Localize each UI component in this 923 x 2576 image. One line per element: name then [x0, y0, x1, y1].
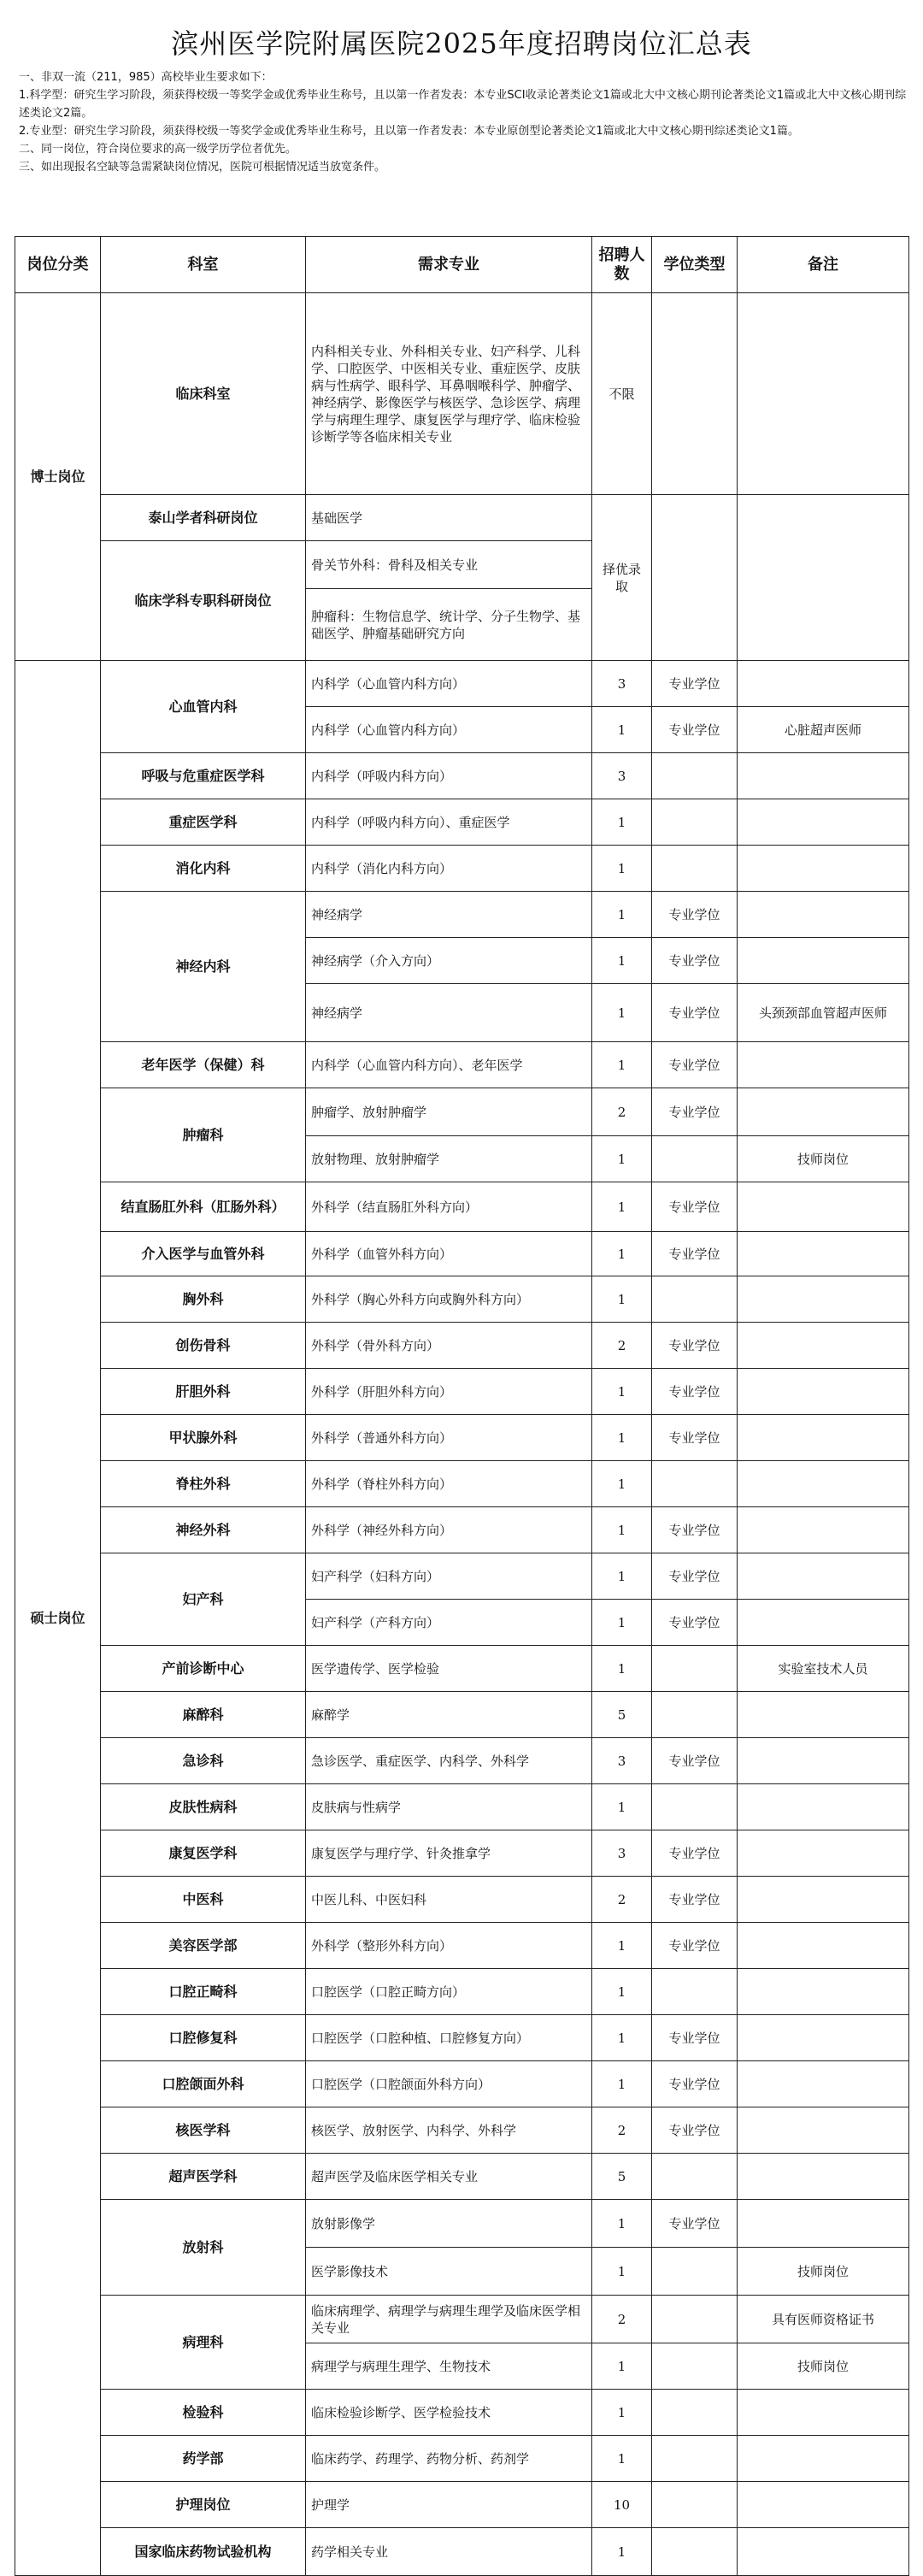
department-cell: 介入医学与血管外科	[101, 1232, 306, 1276]
department-cell: 护理岗位	[101, 2482, 306, 2528]
table-row	[15, 2154, 909, 2200]
count-cell: 1	[592, 2061, 652, 2107]
table-row	[15, 1276, 909, 1323]
degree-cell: 专业学位	[652, 1507, 738, 1553]
major-cell: 外科学（结直肠肛外科方向）	[306, 1182, 592, 1232]
table-row	[15, 1877, 909, 1923]
table-row	[15, 661, 909, 707]
table-row	[15, 1830, 909, 1877]
degree-cell: 专业学位	[652, 1088, 738, 1136]
table-row	[15, 1323, 909, 1369]
count-cell: 1	[592, 1784, 652, 1830]
table-row	[15, 1692, 909, 1738]
header-degree: 学位类型	[652, 237, 738, 293]
remark-cell	[738, 1088, 909, 1136]
table-row	[15, 1461, 909, 1507]
major-cell: 临床病理学、病理学与病理生理学及临床医学相关专业	[306, 2296, 592, 2343]
table-row	[15, 2200, 909, 2248]
count-cell: 5	[592, 2154, 652, 2200]
major-cell: 皮肤病与性病学	[306, 1784, 592, 1830]
count-cell: 1	[592, 1182, 652, 1232]
remark-cell	[738, 846, 909, 892]
department-cell: 皮肤性病科	[101, 1784, 306, 1830]
remark-cell: 头颈颈部血管超声医师	[738, 984, 909, 1042]
major-cell: 放射物理、放射肿瘤学	[306, 1136, 592, 1182]
degree-cell	[652, 1692, 738, 1738]
department-cell: 神经内科	[101, 892, 306, 1042]
department-cell: 重症医学科	[101, 799, 306, 846]
degree-cell: 专业学位	[652, 2061, 738, 2107]
remark-cell	[738, 753, 909, 799]
remark-cell	[738, 1507, 909, 1553]
remark-cell	[738, 1276, 909, 1323]
department-cell: 口腔正畸科	[101, 1969, 306, 2015]
table-row	[15, 1088, 909, 1136]
degree-cell: 专业学位	[652, 1600, 738, 1646]
major-cell: 核医学、放射医学、内科学、外科学	[306, 2107, 592, 2154]
count-cell: 1	[592, 707, 652, 753]
degree-cell: 专业学位	[652, 1877, 738, 1923]
major-cell: 药学相关专业	[306, 2528, 592, 2576]
degree-cell: 专业学位	[652, 2015, 738, 2061]
remark-cell: 实验室技术人员	[738, 1646, 909, 1692]
degree-cell: 专业学位	[652, 1415, 738, 1461]
department-cell: 核医学科	[101, 2107, 306, 2154]
degree-cell	[652, 1276, 738, 1323]
count-cell: 2	[592, 1323, 652, 1369]
count-cell: 1	[592, 1461, 652, 1507]
department-cell: 心血管内科	[101, 661, 306, 753]
table-row	[15, 2107, 909, 2154]
department-cell: 口腔颌面外科	[101, 2061, 306, 2107]
remark-cell	[738, 1415, 909, 1461]
remark-cell	[738, 1232, 909, 1276]
remark-cell: 技师岗位	[738, 1136, 909, 1182]
count-cell: 2	[592, 2107, 652, 2154]
count-cell: 3	[592, 1830, 652, 1877]
major-cell: 急诊医学、重症医学、内科学、外科学	[306, 1738, 592, 1784]
major-cell: 中医儿科、中医妇科	[306, 1877, 592, 1923]
degree-cell	[652, 1461, 738, 1507]
degree-cell	[652, 2390, 738, 2436]
remark-cell	[738, 2015, 909, 2061]
table-row	[15, 2061, 909, 2107]
count-cell: 1	[592, 2343, 652, 2390]
degree-cell: 专业学位	[652, 1923, 738, 1969]
category-doctoral: 博士岗位	[15, 293, 101, 661]
degree-cell: 专业学位	[652, 2200, 738, 2248]
degree-cell: 专业学位	[652, 1042, 738, 1088]
remark-cell	[738, 1323, 909, 1369]
remark-cell	[738, 2200, 909, 2248]
major-cell: 神经病学	[306, 892, 592, 938]
count-cell: 1	[592, 984, 652, 1042]
header-major: 需求专业	[306, 237, 592, 293]
count-cell: 1	[592, 1507, 652, 1553]
degree-cell	[652, 1784, 738, 1830]
major-cell: 外科学（肝胆外科方向）	[306, 1369, 592, 1415]
major-cell: 外科学（脊柱外科方向）	[306, 1461, 592, 1507]
major-cell: 口腔医学（口腔正畸方向）	[306, 1969, 592, 2015]
degree-cell	[652, 1136, 738, 1182]
count-cell: 1	[592, 1276, 652, 1323]
count-cell: 1	[592, 2015, 652, 2061]
count-cell: 1	[592, 2248, 652, 2296]
degree-cell	[652, 2154, 738, 2200]
note-line: 二、同一岗位，符合岗位要求的高一级学历学位者优先。	[19, 143, 297, 156]
degree-cell: 专业学位	[652, 1232, 738, 1276]
major-cell: 肿瘤科：生物信息学、统计学、分子生物学、基础医学、肿瘤基础研究方向	[306, 589, 592, 661]
remark-cell	[738, 799, 909, 846]
count-cell: 1	[592, 846, 652, 892]
degree-cell	[652, 2528, 738, 2576]
remark-cell	[738, 938, 909, 984]
major-cell: 内科相关专业、外科相关专业、妇产科学、儿科学、口腔医学、中医相关专业、重症医学、皮肤病与性病学、眼科学、耳鼻咽喉科学、肿瘤学、神经病学、影像医学与核医学、急诊医学、病理学与病理生理学、康复医学与理疗学、临床检验诊断学等各临床相关专业	[306, 293, 592, 495]
department-cell: 甲状腺外科	[101, 1415, 306, 1461]
major-cell: 妇产科学（产科方向）	[306, 1600, 592, 1646]
remark-cell	[738, 2390, 909, 2436]
header-remarks: 备注	[738, 237, 909, 293]
degree-cell	[652, 2248, 738, 2296]
remark-cell	[738, 293, 909, 495]
department-cell: 中医科	[101, 1877, 306, 1923]
count-cell: 2	[592, 1877, 652, 1923]
count-cell: 5	[592, 1692, 652, 1738]
table-row	[15, 892, 909, 938]
department-cell: 脊柱外科	[101, 1461, 306, 1507]
department-cell: 呼吸与危重症医学科	[101, 753, 306, 799]
major-cell: 内科学（呼吸内科方向）	[306, 753, 592, 799]
department-cell: 胸外科	[101, 1276, 306, 1323]
department-cell: 产前诊断中心	[101, 1646, 306, 1692]
remark-cell	[738, 1042, 909, 1088]
department-cell: 神经外科	[101, 1507, 306, 1553]
major-cell: 外科学（整形外科方向）	[306, 1923, 592, 1969]
count-cell: 择优录取	[592, 495, 652, 661]
major-cell: 内科学（心血管内科方向）	[306, 661, 592, 707]
count-cell: 2	[592, 2296, 652, 2343]
table-row	[15, 495, 909, 541]
degree-cell: 专业学位	[652, 1323, 738, 1369]
remark-cell: 心脏超声医师	[738, 707, 909, 753]
department-cell: 结直肠肛外科（肛肠外科）	[101, 1182, 306, 1232]
count-cell: 2	[592, 1088, 652, 1136]
header-count: 招聘人数	[592, 237, 652, 293]
remark-cell	[738, 1738, 909, 1784]
remark-cell	[738, 495, 909, 661]
major-cell: 外科学（胸心外科方向或胸外科方向）	[306, 1276, 592, 1323]
table-row	[15, 1969, 909, 2015]
department-cell: 麻醉科	[101, 1692, 306, 1738]
table-row	[15, 799, 909, 846]
major-cell: 基础医学	[306, 495, 592, 541]
department-cell: 临床科室	[101, 293, 306, 495]
note-line: 一、非双一流（211，985）高校毕业生要求如下：	[19, 71, 273, 84]
table-row	[15, 1923, 909, 1969]
department-cell: 老年医学（保健）科	[101, 1042, 306, 1088]
table-row	[15, 753, 909, 799]
department-cell: 消化内科	[101, 846, 306, 892]
remark-cell	[738, 2154, 909, 2200]
department-cell: 超声医学科	[101, 2154, 306, 2200]
remark-cell	[738, 1461, 909, 1507]
major-cell: 护理学	[306, 2482, 592, 2528]
table-row	[15, 2528, 909, 2576]
department-cell: 药学部	[101, 2436, 306, 2482]
degree-cell	[652, 2436, 738, 2482]
table-row	[15, 1369, 909, 1415]
degree-cell: 专业学位	[652, 2107, 738, 2154]
department-cell: 肿瘤科	[101, 1088, 306, 1182]
degree-cell: 专业学位	[652, 1553, 738, 1600]
major-cell: 口腔医学（口腔颌面外科方向）	[306, 2061, 592, 2107]
count-cell: 1	[592, 2528, 652, 2576]
department-cell: 急诊科	[101, 1738, 306, 1784]
count-cell: 1	[592, 1415, 652, 1461]
count-cell: 不限	[592, 293, 652, 495]
degree-cell: 专业学位	[652, 661, 738, 707]
degree-cell	[652, 799, 738, 846]
major-cell: 外科学（神经外科方向）	[306, 1507, 592, 1553]
department-cell: 口腔修复科	[101, 2015, 306, 2061]
degree-cell: 专业学位	[652, 984, 738, 1042]
major-cell: 康复医学与理疗学、针灸推拿学	[306, 1830, 592, 1877]
major-cell: 口腔医学（口腔种植、口腔修复方向）	[306, 2015, 592, 2061]
major-cell: 内科学（心血管内科方向）、老年医学	[306, 1042, 592, 1088]
table-row	[15, 1507, 909, 1553]
remark-cell	[738, 2482, 909, 2528]
major-cell: 神经病学（介入方向）	[306, 938, 592, 984]
header-category: 岗位分类	[15, 237, 101, 293]
remark-cell: 具有医师资格证书	[738, 2296, 909, 2343]
table-row	[15, 2482, 909, 2528]
count-cell: 1	[592, 892, 652, 938]
degree-cell	[652, 1969, 738, 2015]
note-line: 1.科学型：研究生学习阶段，须获得校级一等奖学金或优秀毕业生称号，且以第一作者发表：本专业SCI收录论著类论文1篇或北大中文核心期刊论著类论文1篇或北大中文核心期刊综述类论文2篇。	[19, 89, 907, 120]
degree-cell: 专业学位	[652, 1182, 738, 1232]
major-cell: 医学遗传学、医学检验	[306, 1646, 592, 1692]
table-row	[15, 1415, 909, 1461]
department-cell: 临床学科专职科研岗位	[101, 541, 306, 661]
table-row	[15, 2296, 909, 2343]
count-cell: 3	[592, 753, 652, 799]
category-master: 硕士岗位	[15, 661, 101, 2576]
count-cell: 1	[592, 1646, 652, 1692]
remark-cell	[738, 2107, 909, 2154]
count-cell: 1	[592, 1369, 652, 1415]
degree-cell	[652, 495, 738, 661]
remark-cell	[738, 1182, 909, 1232]
major-cell: 外科学（骨外科方向）	[306, 1323, 592, 1369]
major-cell: 内科学（消化内科方向）	[306, 846, 592, 892]
remark-cell	[738, 2436, 909, 2482]
major-cell: 临床检验诊断学、医学检验技术	[306, 2390, 592, 2436]
recruitment-table	[15, 236, 909, 2576]
major-cell: 外科学（血管外科方向）	[306, 1232, 592, 1276]
remark-cell	[738, 2528, 909, 2576]
notes-block	[19, 68, 908, 176]
department-cell: 检验科	[101, 2390, 306, 2436]
table-header-row	[15, 237, 909, 293]
note-line: 三、如出现报名空缺等急需紧缺岗位情况，医院可根据情况适当放宽条件。	[19, 161, 386, 174]
remark-cell	[738, 2061, 909, 2107]
count-cell: 3	[592, 1738, 652, 1784]
count-cell: 1	[592, 2390, 652, 2436]
table-row	[15, 1182, 909, 1232]
degree-cell: 专业学位	[652, 1830, 738, 1877]
remark-cell	[738, 1877, 909, 1923]
department-cell: 放射科	[101, 2200, 306, 2296]
degree-cell	[652, 846, 738, 892]
major-cell: 外科学（普通外科方向）	[306, 1415, 592, 1461]
table-row	[15, 1784, 909, 1830]
degree-cell: 专业学位	[652, 707, 738, 753]
count-cell: 1	[592, 1232, 652, 1276]
table-row	[15, 1738, 909, 1784]
department-cell: 泰山学者科研岗位	[101, 495, 306, 541]
major-cell: 病理学与病理生理学、生物技术	[306, 2343, 592, 2390]
degree-cell: 专业学位	[652, 938, 738, 984]
count-cell: 1	[592, 938, 652, 984]
table-row	[15, 846, 909, 892]
department-cell: 妇产科	[101, 1553, 306, 1646]
degree-cell	[652, 2482, 738, 2528]
table-row	[15, 2436, 909, 2482]
major-cell: 放射影像学	[306, 2200, 592, 2248]
remark-cell	[738, 1969, 909, 2015]
note-line: 2.专业型：研究生学习阶段，须获得校级一等奖学金或优秀毕业生称号，且以第一作者发表：本专业原创型论著类论文1篇或北大中文核心期刊综述类论文1篇。	[19, 125, 799, 138]
major-cell: 骨关节外科：骨科及相关专业	[306, 541, 592, 589]
degree-cell	[652, 1646, 738, 1692]
department-cell: 肝胆外科	[101, 1369, 306, 1415]
department-cell: 国家临床药物试验机构	[101, 2528, 306, 2576]
degree-cell: 专业学位	[652, 1738, 738, 1784]
remark-cell: 技师岗位	[738, 2248, 909, 2296]
degree-cell: 专业学位	[652, 892, 738, 938]
department-cell: 病理科	[101, 2296, 306, 2390]
count-cell: 1	[592, 2200, 652, 2248]
major-cell: 临床药学、药理学、药物分析、药剂学	[306, 2436, 592, 2482]
count-cell: 1	[592, 799, 652, 846]
count-cell: 1	[592, 1042, 652, 1088]
table-row	[15, 1553, 909, 1600]
count-cell: 1	[592, 1600, 652, 1646]
remark-cell: 技师岗位	[738, 2343, 909, 2390]
major-cell: 神经病学	[306, 984, 592, 1042]
major-cell: 超声医学及临床医学相关专业	[306, 2154, 592, 2200]
remark-cell	[738, 892, 909, 938]
degree-cell	[652, 293, 738, 495]
count-cell: 1	[592, 1923, 652, 1969]
count-cell: 1	[592, 1136, 652, 1182]
degree-cell	[652, 2343, 738, 2390]
table-row	[15, 293, 909, 495]
table-row	[15, 1042, 909, 1088]
count-cell: 1	[592, 2436, 652, 2482]
remark-cell	[738, 1784, 909, 1830]
table-row	[15, 2015, 909, 2061]
department-cell: 美容医学部	[101, 1923, 306, 1969]
remark-cell	[738, 661, 909, 707]
degree-cell	[652, 753, 738, 799]
page-title: 滨州医学院附属医院2025年度招聘岗位汇总表	[171, 27, 752, 60]
remark-cell	[738, 1553, 909, 1600]
remark-cell	[738, 1600, 909, 1646]
header-department: 科室	[101, 237, 306, 293]
table-row	[15, 1646, 909, 1692]
degree-cell	[652, 2296, 738, 2343]
count-cell: 1	[592, 1969, 652, 2015]
table-row	[15, 1232, 909, 1276]
count-cell: 1	[592, 1553, 652, 1600]
department-cell: 创伤骨科	[101, 1323, 306, 1369]
major-cell: 医学影像技术	[306, 2248, 592, 2296]
remark-cell	[738, 1369, 909, 1415]
major-cell: 内科学（呼吸内科方向）、重症医学	[306, 799, 592, 846]
count-cell: 10	[592, 2482, 652, 2528]
major-cell: 肿瘤学、放射肿瘤学	[306, 1088, 592, 1136]
remark-cell	[738, 1830, 909, 1877]
major-cell: 妇产科学（妇科方向）	[306, 1553, 592, 1600]
department-cell: 康复医学科	[101, 1830, 306, 1877]
remark-cell	[738, 1692, 909, 1738]
major-cell: 麻醉学	[306, 1692, 592, 1738]
table-row	[15, 2390, 909, 2436]
degree-cell: 专业学位	[652, 1369, 738, 1415]
remark-cell	[738, 1923, 909, 1969]
count-cell: 3	[592, 661, 652, 707]
major-cell: 内科学（心血管内科方向）	[306, 707, 592, 753]
